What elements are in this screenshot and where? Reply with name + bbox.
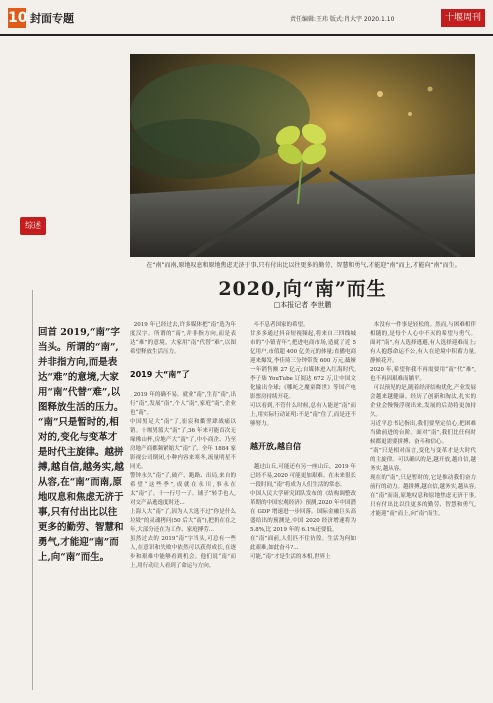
article-column-1 — [130, 312, 236, 571]
lead-photo — [130, 54, 475, 257]
column-text: 本没有一件事是轻松的。然而,与困难相伴相随的,是每个人心中不灭的希望与勇气。面对“南”,有人选择逃避,有人选择迎难而上;有人抱怨命运不公,有人在逆境中积蓄力量,静候花开。 2020 年,希望你我不再需要用“南”代“难”,也不再因艰难而躺平。 — [370, 322, 476, 382]
four-leaf-clover-image — [130, 54, 475, 257]
headline: 2020,向“南”而生 — [218, 278, 387, 300]
lead-summary: 回首 2019,“南”字当头。所谓的“南”,并非指方向,而是表达“难”的意境,大家用“南”代替“难”,以图释放生活的压力。 “南”只是暂时的,相对的,变化与变革才是时代主旋律。越拼搏,越自信,越务实,越从容,在“南”而南,原地叹息和焦虑无济于事,只有付出比以往更多的勤劳、智慧和勇气,才能迎“南”而上,向“南”而生。 — [38, 327, 124, 563]
page-number: 10 — [8, 10, 28, 26]
column-text: 越过山丘,可能还有另一座山丘。2019 年已经不易,2020 可能更加艰难。在未来很长一段时间,“南”将成为人们生活的常态。 中国人民大学研究团队发布的《结构调整改革期的中国宏观经济》预测,2020 年中国潜在 GDP 增速进一步回落。国际金融巨头高盛给出的预测是,中国 2020 经济增速将为 5.8%,比 2019 年的 6.1%还要低。 在“南”面前,人们匹不住彷徨。生活为何如此艰难,如此奋斗?... 可能,“南”才是生活的本相,世界上 — [250, 464, 356, 560]
article-column-2 — [250, 312, 356, 562]
sidebar-divider — [32, 290, 33, 690]
section-title: 封面专题 — [30, 12, 74, 25]
photo-caption: 在“南”而南,原地叹息和原地焦虑无济于事,只有付出比以往更多的勤劳、智慧和勇气,才能迎“南”而上,才能向“南”而生。 — [146, 262, 461, 269]
byline: □本报记者 李世鹏 — [273, 301, 332, 309]
column-subhead: 2019 大“南”了 — [130, 370, 190, 379]
publication-logo: 十堰周刊 — [441, 9, 485, 27]
section-badge: 综述 — [20, 217, 46, 235]
column-text: 2019 年的确不易。就业“南”,生育“南”,出行“南”,发展“南”,个人“南”,家庭“南”,企业也“南”。 中国男足大“南”了,崔宸和衢翌肆战痛以销。十堰男篮大“南”了,36 年来可能首次无缘佛山杯,房地产大“南”了,中小商企、乃至房地产商都频紧缩大“南”了。全年 1884 家影视公司倒闭,小种内容来寒冬,流量明星不同光。 警钟永久“南”了,破产、跑路、出局,来自的希望“这些季”,成就在永川,事永在太“南”了。十一行号一了。铺子“转手也人,对交产品逃逸度时还... 上海人大“南”了,因为人大选不过“你是什么垃圾”的灵魂拷问(50 后大“南”),把扔在在之年,大部分还在为工作、家庭搏劳... 虽然过去的 2019“南”字当头,可总有一些人,在意识和失败中依然可以获得成长,在逐步和艰难中能够看到机会。他们说“南”而上,用行动让人看到了命运与方向。 — [130, 392, 236, 569]
article-column-3 — [370, 312, 476, 519]
column-text: 可以预见的是,随着经济结构优化,产业发展会越来越健康。经历了创新和淘汰,扎实的企业会慢慢浮现出来,发展的后劲将更加持久。 习近平总书记指出,我们要坚定信心,把困难当做前进的台阶。面对“南”,我们比任何时候都更需要拼搏、奋斗和信心。 “南”只是相对而言,变化与变革才是大时代的主旋律。可以确认的是,越开放,越自信,越务实,越从容。 现在的“南”,只是暂时的,它是推动我们奋力前行的动力。越拼搏,越自信,越务实,越从容,在“南”而南,原地叹息和原地焦虑无济于事,只有付出比以往更多的勤劳、智慧和勇气,才能迎“南”而上,向“南”而生。 — [370, 385, 476, 517]
page-header — [0, 0, 493, 36]
column-text: 2019 年已经过去,许多媒体把“南”选为年度汉字。所谓的“南”,并非指方向,而是表达“难”的意境。大家用“南”代替“难”,以图希望释放生活压力。 — [130, 322, 236, 355]
editor-credit: 责任编辑:王玮 版式:肖大宇 2020.1.10 — [290, 16, 395, 23]
column-text: 斗不息者国家的希望。 甘多多通过抖音短视频起,将来自三四线城市的“小镇青年”,把进电商市场,造就了近 5 亿用户,市值超 400 亿美元的体量;直播电商迎来爆发,李佳琦三分钟带货 600 万元,薇娅一年销售额 27 亿元;自媒体进入红海时代,李子柒 YouTube 订阅达 672 万,让中国文化输出全球;《哪吒之魔童降世》等国产电影票房持续开花。 可以看到,不管什么时候,总有人能逆“南”而上,用实际行动证明:不是“南”住了,而是还不够努力。 — [250, 322, 356, 427]
column-subhead: 越开放,越自信 — [250, 442, 302, 451]
